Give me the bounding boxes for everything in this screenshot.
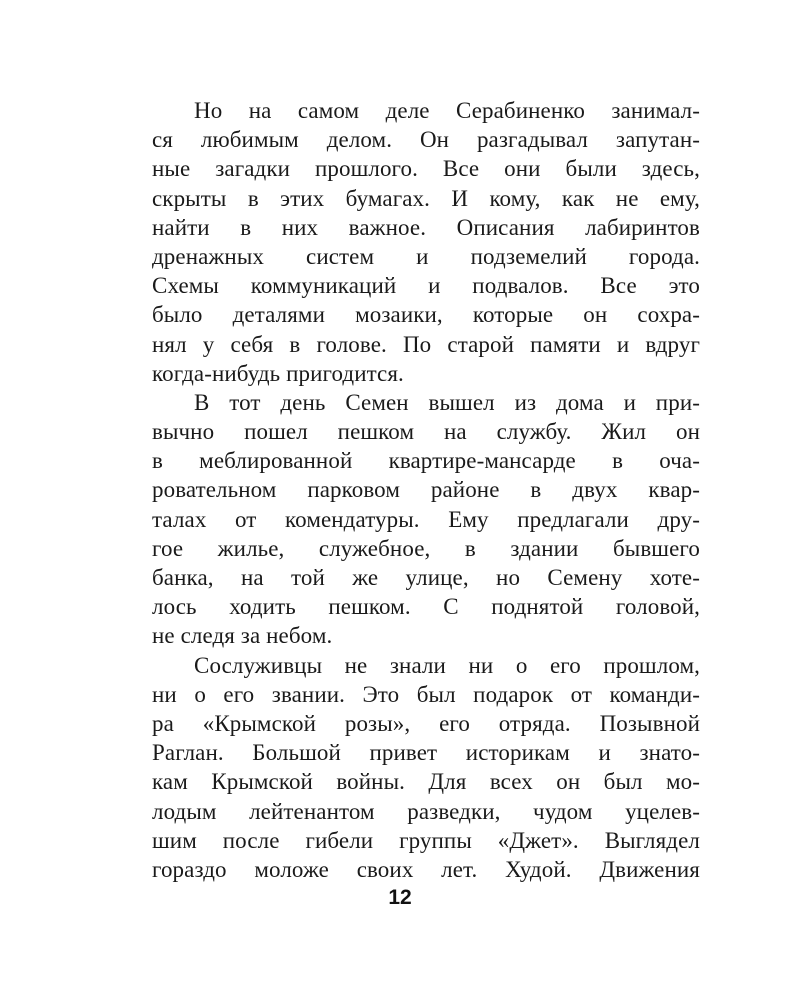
text-line: ные загадки прошлого. Все они были здесь, (152, 156, 700, 182)
text-line: гораздо моложе своих лет. Худой. Движения (152, 856, 700, 882)
text-line: талах от комендатуры. Ему предлагали дру- (152, 506, 700, 532)
text-line: Но на самом деле Серабиненко занимал- (194, 98, 700, 123)
text-line: в меблированной квартире-мансарде в оча- (152, 448, 700, 474)
text-line: нял у себя в голове. По старой памяти и вдруг (152, 331, 700, 357)
text-line: кам Крымской войны. Для всех он был мо- (152, 769, 700, 795)
body-text (152, 96, 700, 884)
text-line: лось ходить пешком. С поднятой головой, (152, 594, 700, 620)
text-line: Схемы коммуникаций и подвалов. Все это (152, 273, 700, 299)
text-line: В тот день Семен вышел из дома и при- (194, 389, 700, 415)
text-line: дренажных систем и подземелий города. (152, 243, 700, 269)
text-line: было деталями мозаики, которые он сохра- (152, 302, 700, 328)
page-number: 12 (388, 886, 412, 909)
text-line: ра «Крымской розы», его отряда. Позывной (152, 710, 700, 736)
text-line: банка, на той же улице, но Семену хоте- (152, 565, 700, 590)
text-line: Сослуживцы не знали ни о его прошлом, (194, 652, 700, 678)
text-line: Раглан. Большой привет историкам и знато- (152, 740, 700, 766)
text-line: когда-нибудь пригодится. (152, 360, 404, 386)
text-line: шим после гибели группы «Джет». Выглядел (152, 827, 700, 853)
text-line: гое жилье, служебное, в здании бывшего (152, 535, 700, 561)
text-line: ровательном парковом районе в двух квар- (152, 477, 700, 503)
text-line: вычно пошел пешком на службу. Жил он (152, 419, 700, 445)
text-line: не следя за небом. (152, 623, 333, 649)
text-line: ся любимым делом. Он разгадывал запутан- (152, 127, 700, 153)
text-line: скрыты в этих бумагах. И кому, как не ему, (152, 185, 700, 211)
text-line: найти в них важное. Описания лабиринтов (152, 214, 700, 240)
text-line: лодым лейтенантом разведки, чудом уцелев- (152, 798, 700, 824)
text-line: ни о его звании. Это был подарок от команди- (152, 681, 700, 707)
